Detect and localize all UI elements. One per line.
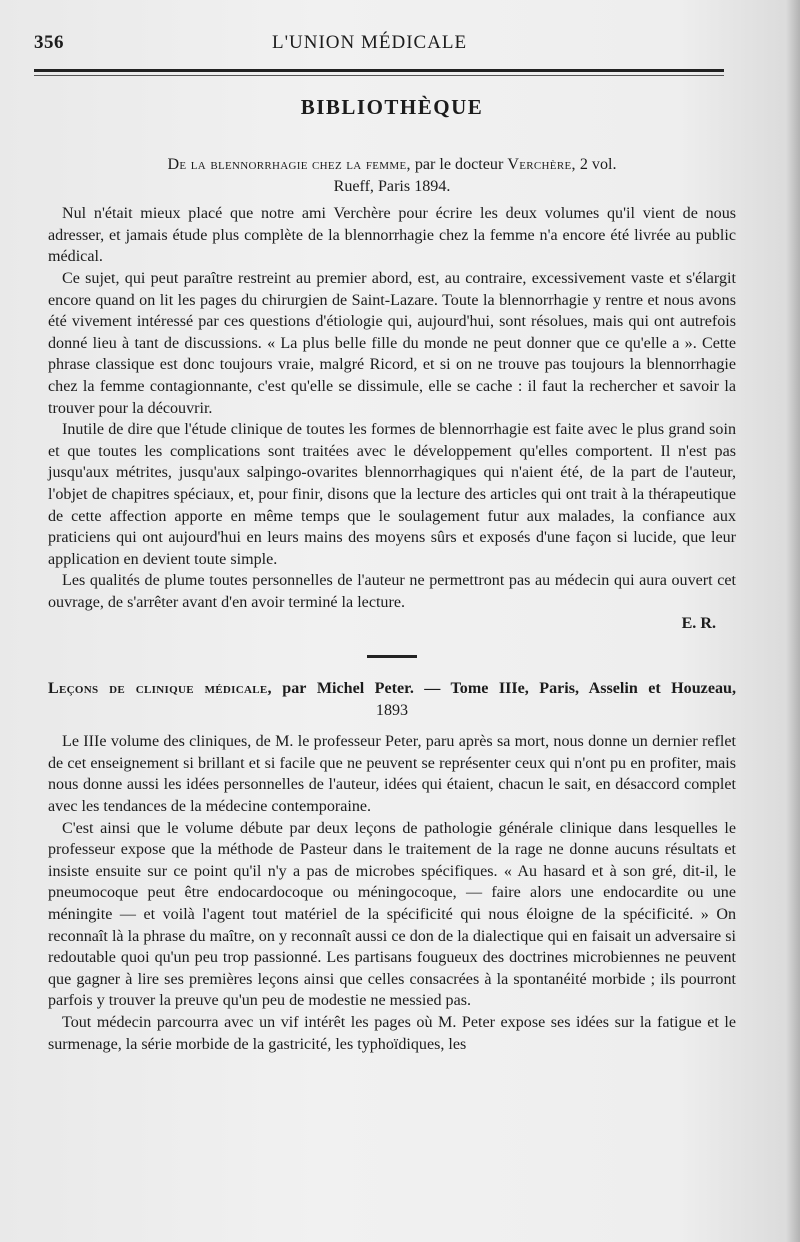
review-signature: E. R. (681, 615, 716, 633)
entry-heading (48, 678, 736, 700)
review-paragraph: C'est ainsi que le volume débute par deux leçons de pathologie générale clinique dans lesquelles le professeur expose que la méthode de Pasteur dans le traitement de la rage ne donne aucuns résultats et insiste ensuite sur ce point qu'il n'y a pas de microbes spécifiques. « Au hasard et à son gré, dit-il, le pneumocoque peut être endocardocoque ou méningocoque, — faire alors une endocardite ou une méningite — et voilà l'agent tout matériel de la spécificité qui nous éloigne de la spécificité. » On reconnaît là la phrase du maître, on y reconnaît aussi ce don de la dialectique qui en faisait un adversaire si redoutable quoi qu'un peu trop passionné. Les partisans fougueux des doctrines microbiennes ne peuvent que gagner à lire ses premières leçons ainsi que celles consacrées à la spontanéité morbide ; ils pourront parfois y trouver la preuve qu'un peu de modestie ne messied pas. (48, 819, 736, 1010)
book-year: 1893 (375, 701, 409, 719)
book-volumes: 2 vol. (579, 156, 617, 173)
review-paragraph: Le IIIe volume des cliniques, de M. le professeur Peter, paru après sa mort, nous donne un dernier reflet de cet enseignement si brillant et si facile que ne peuvent se représenter ceux qui n'ont pu en profiter, mais nous donne aussi les idées personnelles de l'auteur, idées qui étaient, chacun le sait, en désaccord complet avec les tendances de la médecine contemporaine. (48, 733, 736, 816)
by-text: par le docteur (414, 156, 504, 173)
book-title: De la blennorrhagie chez la femme, (167, 156, 411, 173)
entry-heading (48, 154, 736, 197)
page-content (48, 92, 736, 1055)
section-title: BIBLIOTHÈQUE (300, 95, 484, 119)
entry-separator (367, 655, 417, 658)
book-details: — Tome IIIe, Paris, Asselin et Houzeau, (424, 680, 736, 698)
book-author: Verchère, (507, 156, 576, 173)
page-edge-shadow (786, 0, 800, 1242)
review-paragraph: Inutile de dire que l'étude clinique de toutes les formes de blennorrhagie est faite avec le plus grand soin et que toutes les complications sont traitées avec le développement qu'elles comportent. Il n'est pas jusqu'aux métrites, jusqu'aux salpingo-ovarites blennorrhagiques qui n'aient été, de la part de l'auteur, l'objet de chapitres spéciaux, et, pour finir, disons que la lecture des articles qui ont trait à la thérapeutique de cette affection apporte en même temps que le soulagement futur aux malades, la confiance aux praticiens qui ont aujourd'hui en leurs mains des moyens sûrs et exposés d'une façon si lucide, que leur application en devient toute simple. (48, 421, 736, 568)
review-entry-1 (48, 154, 736, 635)
running-head: L'UNION MÉDICALE (272, 32, 468, 53)
review-paragraph: Ce sujet, qui peut paraître restreint au premier abord, est, au contraire, excessivement vaste et s'élargit encore quand on lit les pages du chirurgien de Saint-Lazare. Toute la blennorrhagie y rentre et nous avons été vivement intéressé par ces questions d'étiologie qui, aujourd'hui, sont résolues, mais qui ont autrefois donné lieu à tant de discussions. « La plus belle fille du monde ne peut donner que ce qu'elle a ». Cette phrase classique est donc toujours vraie, malgré Ricord, et si on ne trouve pas toujours la blennorrhagie chez la femme contagionnante, c'est qu'elle se dissimule, elle se cache : il faut la rechercher et savoir la trouver pour la découvrir. (48, 269, 736, 417)
book-author: Michel Peter. (316, 680, 414, 698)
by-text: par (282, 680, 307, 698)
review-paragraph: Les qualités de plume toutes personnelles de l'auteur ne permettront pas au médecin qui aura ouvert cet ouvrage, de s'arrêter avant d'en avoir terminé la lecture. (48, 572, 736, 611)
review-paragraph: Tout médecin parcourra avec un vif intérêt les pages où M. Peter expose ses idées sur la fatigue et le surmenage, la série morbide de la gastricité, les typhoïdiques, les (48, 1013, 736, 1053)
page-number: 356 (34, 32, 64, 53)
page-header (34, 32, 724, 62)
review-paragraph: Nul n'était mieux placé que notre ami Verchère pour écrire les deux volumes qu'il vient de nous adresser, et jamais étude plus complète de la blennorrhagie chez la femme n'a encore été livrée au public médical. (48, 205, 736, 266)
header-rule-thin (34, 75, 724, 76)
book-publisher: Rueff, Paris 1894. (333, 177, 451, 195)
book-title: Leçons de clinique médicale, (48, 680, 272, 698)
header-rule (34, 69, 724, 72)
review-entry-2 (48, 678, 736, 1055)
